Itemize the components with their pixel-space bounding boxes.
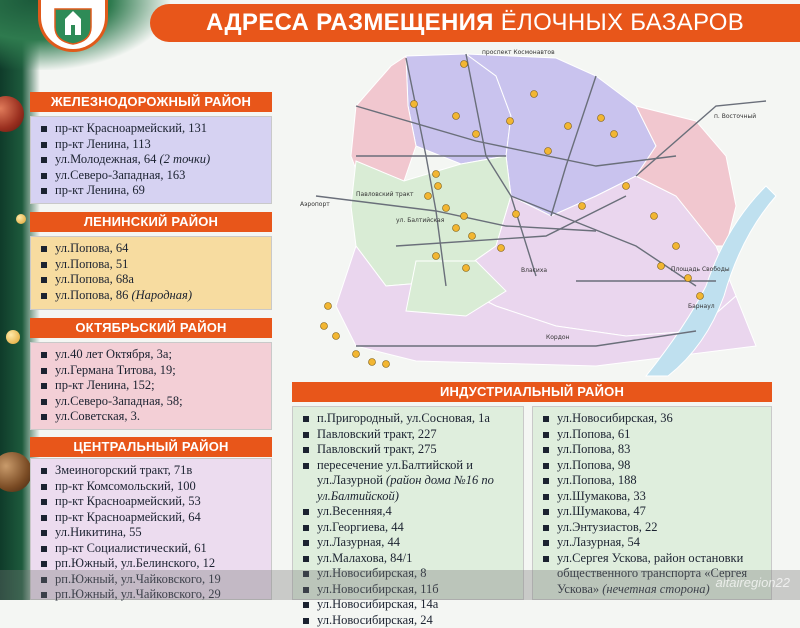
square-bullet-icon [543,494,549,500]
address-text: пр-кт Красноармейский, 64 [55,510,201,524]
address-text: ул.Попова, 86 [55,288,131,302]
address-item [303,427,515,443]
map-label-kosmonavtov: проспект Космонавтов [482,49,555,56]
district-header-leninsky: ЛЕНИНСКИЙ РАЙОН [30,212,272,232]
address-text: ул.Шумакова, 33 [557,489,646,503]
address-note: (район дома №16 по ул.Балтийской) [317,473,494,503]
square-bullet-icon [303,416,309,422]
address-text: ул.Шумакова, 47 [557,504,646,518]
bazaar-marker [611,131,618,138]
watermark-strip [0,570,800,600]
address-item [543,504,763,520]
address-item [41,409,263,425]
address-item [543,458,763,474]
light-bulb-icon [6,330,20,344]
square-bullet-icon [41,499,47,505]
map-label-kordon: Кордон [546,334,570,341]
map-label-vlasikha: Власиха [521,267,547,274]
bazaar-marker [325,303,332,310]
address-text: ул.Новосибирская, 36 [557,411,673,425]
square-bullet-icon [543,540,549,546]
square-bullet-icon [41,468,47,474]
title-bold: АДРЕСА РАЗМЕЩЕНИЯ [206,9,494,37]
bazaar-marker [333,333,340,340]
light-bulb-icon [16,214,26,224]
address-text: ул.Новосибирская, 11б [317,582,439,596]
address-item [41,541,263,557]
address-text: ул.Германа Титова, 19; [55,363,176,377]
bazaar-marker [507,118,514,125]
bazaar-marker [498,245,505,252]
square-bullet-icon [41,126,47,132]
square-bullet-icon [41,173,47,179]
square-bullet-icon [41,246,47,252]
address-item [41,121,263,137]
district-header-industrialny: ИНДУСТРИАЛЬНЫЙ РАЙОН [292,382,772,402]
address-text: рп.Южный, ул.Чайковского, 29 [55,587,221,601]
address-item [303,442,515,458]
address-text: пр-кт Ленина, 69 [55,183,145,197]
bazaar-marker [461,61,468,68]
address-text: ул.Малахова, 84/1 [317,551,412,565]
square-bullet-icon [543,478,549,484]
address-text: ул.Советская, 3. [55,409,140,423]
square-bullet-icon [41,484,47,490]
address-item [303,535,515,551]
address-item [41,152,263,168]
bazaar-marker [433,253,440,260]
square-bullet-icon [41,262,47,268]
address-text: пересечение ул.Балтийской и ул.Лазурной [317,458,473,488]
square-bullet-icon [41,293,47,299]
address-text: пр-кт Ленина, 113 [55,137,151,151]
address-item [543,489,763,505]
address-text: ул.Георгиева, 44 [317,520,404,534]
address-note: (нечетная сторона) [602,582,709,596]
address-text: Павловский тракт, 275 [317,442,437,456]
address-text: ул.Попова, 188 [557,473,637,487]
address-text: ул.Лазурная, 54 [557,535,640,549]
square-bullet-icon [303,447,309,453]
address-item [41,394,263,410]
district-header-oktyabrsky: ОКТЯБРЬСКИЙ РАЙОН [30,318,272,338]
bazaar-marker [369,359,376,366]
address-text: ул.40 лет Октября, 3а; [55,347,172,361]
address-item [543,442,763,458]
address-item [303,504,515,520]
address-text: ул.Попова, 83 [557,442,630,456]
square-bullet-icon [41,368,47,374]
bazaar-marker [651,213,658,220]
city-map [296,46,776,376]
address-item [41,183,263,199]
address-text: ул.Новосибирская, 8 [317,566,427,580]
square-bullet-icon [303,618,309,624]
square-bullet-icon [543,432,549,438]
square-bullet-icon [41,277,47,283]
address-text: ул.Попова, 61 [557,427,630,441]
map-label-barnaul: Барнаул [688,303,715,310]
address-text: ул.Энтузиастов, 22 [557,520,657,534]
address-item [303,520,515,536]
address-item [543,427,763,443]
address-text: ул.Попова, 51 [55,257,128,271]
address-text: рп.Южный, ул.Чайковского, 19 [55,572,221,586]
address-text: ул.Новосибирская, 14а [317,597,438,611]
address-item [41,494,263,510]
bazaar-marker [685,275,692,282]
square-bullet-icon [41,561,47,567]
address-text: пр-кт Красноармейский, 53 [55,494,201,508]
square-bullet-icon [41,546,47,552]
bazaar-marker [453,225,460,232]
address-item [543,473,763,489]
square-bullet-icon [41,188,47,194]
address-item [41,363,263,379]
square-bullet-icon [303,556,309,562]
district-header-zheleznodorozhny: ЖЕЛЕЗНОДОРОЖНЫЙ РАЙОН [30,92,272,112]
district-list-leninsky [30,236,272,310]
address-item [41,510,263,526]
address-text: Змеиногорский тракт, 71в [55,463,192,477]
bazaar-marker [545,148,552,155]
district-list-zheleznodorozhny [30,116,272,204]
square-bullet-icon [41,530,47,536]
bazaar-marker [383,361,390,368]
bazaar-marker [321,323,328,330]
address-text: пр-кт Ленина, 152; [55,378,155,392]
address-item [303,458,515,505]
bazaar-marker [469,233,476,240]
square-bullet-icon [303,463,309,469]
address-item [41,272,263,288]
address-text: ул.Новосибирская, 24 [317,613,433,627]
emblem-icon [51,5,95,45]
address-item [41,257,263,273]
address-note: (2 точки) [160,152,211,166]
address-item [41,241,263,257]
address-item [303,411,515,427]
bazaar-marker [658,263,665,270]
bazaar-marker [673,243,680,250]
address-text: пр-кт Комсомольский, 100 [55,479,196,493]
square-bullet-icon [543,525,549,531]
bazaar-marker [598,115,605,122]
square-bullet-icon [303,509,309,515]
address-text: Павловский тракт, 227 [317,427,437,441]
address-item [543,535,763,551]
address-item [41,525,263,541]
square-bullet-icon [303,540,309,546]
address-text: ул.Никитина, 55 [55,525,142,539]
bazaar-marker [463,265,470,272]
bazaar-marker [579,203,586,210]
square-bullet-icon [41,515,47,521]
square-bullet-icon [41,399,47,405]
bazaar-marker [425,193,432,200]
district-header-tsentralny: ЦЕНТРАЛЬНЫЙ РАЙОН [30,437,272,457]
bazaar-marker [513,211,520,218]
bazaar-marker [531,91,538,98]
address-item [41,137,263,153]
bazaar-marker [697,293,704,300]
address-text: ул.Северо-Западная, 163 [55,168,185,182]
address-item [543,411,763,427]
title-light: ЁЛОЧНЫХ БАЗАРОВ [501,9,744,37]
page-title [150,4,800,42]
bazaar-marker [623,183,630,190]
address-text: ул.Молодежная, 64 [55,152,160,166]
address-text: пр-кт Красноармейский, 131 [55,121,207,135]
square-bullet-icon [41,142,47,148]
map-label-airport: Аэропорт [300,201,330,208]
address-item [41,378,263,394]
square-bullet-icon [41,383,47,389]
address-item [303,551,515,567]
square-bullet-icon [303,432,309,438]
address-text: ул.Попова, 98 [557,458,630,472]
address-item [303,613,515,628]
address-text: ул.Попова, 68а [55,272,134,286]
square-bullet-icon [543,416,549,422]
square-bullet-icon [543,556,549,562]
address-text: ул.Попова, 64 [55,241,128,255]
address-text: ул.Сергея Ускова, район остановки общественного транспорта «Сергея Ускова» [557,551,747,596]
square-bullet-icon [303,602,309,608]
bazaar-marker [461,213,468,220]
address-text: ул.Северо-Западная, 58; [55,394,183,408]
district-list-oktyabrsky [30,342,272,430]
address-text: пр-кт Социалистический, 61 [55,541,207,555]
square-bullet-icon [303,525,309,531]
map-label-baltiyskaya: ул. Балтийская [396,217,445,224]
address-item [543,520,763,536]
square-bullet-icon [543,463,549,469]
address-text: ул.Лазурная, 44 [317,535,400,549]
square-bullet-icon [543,447,549,453]
square-bullet-icon [543,509,549,515]
bazaar-marker [473,131,480,138]
watermark-text: altairegion22 [716,575,790,590]
bazaar-marker [435,183,442,190]
square-bullet-icon [41,157,47,163]
square-bullet-icon [41,352,47,358]
address-text: ул.Весенняя,4 [317,504,392,518]
address-note: (Народная) [131,288,192,302]
bazaar-marker [565,123,572,130]
map-label-pavlovsky: Павловский тракт [356,191,414,198]
address-item [41,463,263,479]
bazaar-marker [411,101,418,108]
bazaar-marker [433,171,440,178]
square-bullet-icon [41,414,47,420]
address-item [41,288,263,304]
address-text: п.Пригородный, ул.Сосновая, 1а [317,411,490,425]
address-item [41,347,263,363]
bazaar-marker [443,205,450,212]
bazaar-marker [353,351,360,358]
address-text: рп.Южный, ул.Белинского, 12 [55,556,215,570]
address-item [41,168,263,184]
map-label-vostochny: п. Восточный [714,113,756,120]
bazaar-marker [453,113,460,120]
address-item [41,479,263,495]
map-label-ploshchad: Площадь Свободы [671,266,730,273]
